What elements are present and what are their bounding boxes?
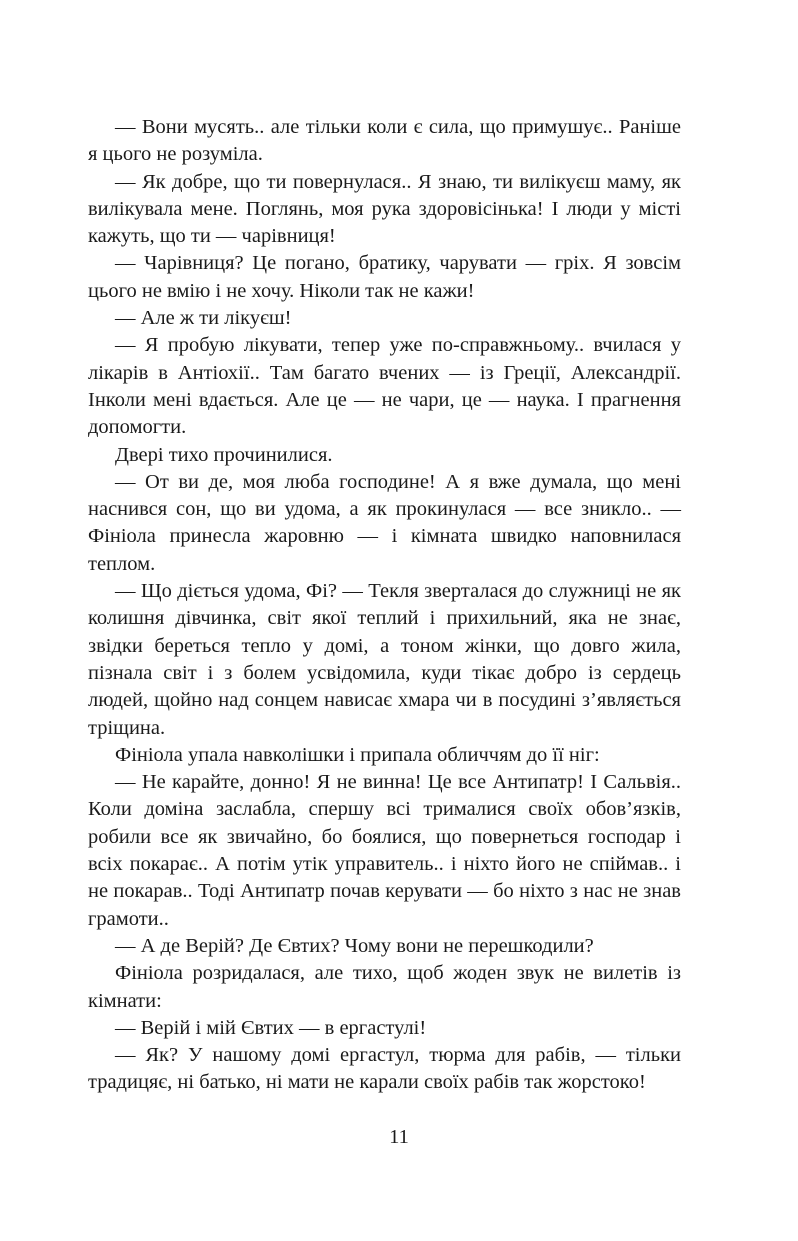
paragraph: — А де Верій? Де Євтих? Чому вони не перешкодили? <box>115 934 594 957</box>
paragraph: Фініола розридалася, але тихо, щоб жоден звук не вилетів із кімнати: <box>88 962 681 1012</box>
paragraph: — Чарівниця? Це погано, братику, чарувати — гріх. Я зовсім цього не вмію і не хочу. Ніколи так не кажи! <box>88 252 681 302</box>
paragraph: — От ви де, моя люба господине! А я вже думала, що мені наснився сон, що ви удома, а як прокинулася — все зникло.. — Фініола принесла жаровню — і кімната швидко наповнилася теплом. <box>88 470 681 575</box>
paragraph: — Але ж ти лікуєш! <box>115 307 292 330</box>
paragraph: — Як добре, що ти повернулася.. Я знаю, ти вилікуєш маму, як вилікувала мене. Поглянь, моя рука здоровісінька! І люди у місті кажуть, що ти — чарівниця! <box>88 170 681 248</box>
body-text <box>88 114 681 1097</box>
paragraph: — Як? У нашому домі ергастул, тюрма для рабів, — тільки традицяє, ні батько, ні мати не карали своїх рабів так жорстоко! <box>88 1044 681 1094</box>
page-number: 11 <box>389 1126 409 1148</box>
paragraph: — Не карайте, донно! Я не винна! Це все Антипатр! І Сальвія.. Коли доміна заслабла, спершу всі трималися своїх обов’язків, робили все як звичайно, бо боялися, що повернеться господар і всіх покарає.. А потім утік управитель.. і ніхто його не спіймав.. і не покарав.. Тоді Антипатр почав керувати — бо ніхто з нас не знав грамоти.. <box>88 771 681 930</box>
paragraph: — Що діється удома, Фі? — Текля зверталася до служниці не як колишня дівчинка, світ якої теплий і прихильний, яка не знає, звідки береться тепло у домі, а тоном жінки, що довго жила, пізнала світ і з болем усвідомила, куди тікає добро із сердець людей, щойно над сонцем нависає хмара чи в посудині з’являється тріщина. <box>88 580 681 739</box>
paragraph: Фініола упала навколішки і припала обличчям до її ніг: <box>115 743 600 766</box>
paragraph: — Верій і мій Євтих — в ергастулі! <box>115 1016 427 1039</box>
paragraph: — Я пробую лікувати, тепер уже по-справжньому.. вчилася у лікарів в Антіохії.. Там багато вчених — із Греції, Александрії. Інколи мені вдається. Але це — не чари, це — наука. І прагнення допомогти. <box>88 334 681 439</box>
paragraph: Двері тихо прочинилися. <box>115 443 333 466</box>
paragraph: — Вони мусять.. але тільки коли є сила, що примушує.. Раніше я цього не розуміла. <box>88 116 681 166</box>
